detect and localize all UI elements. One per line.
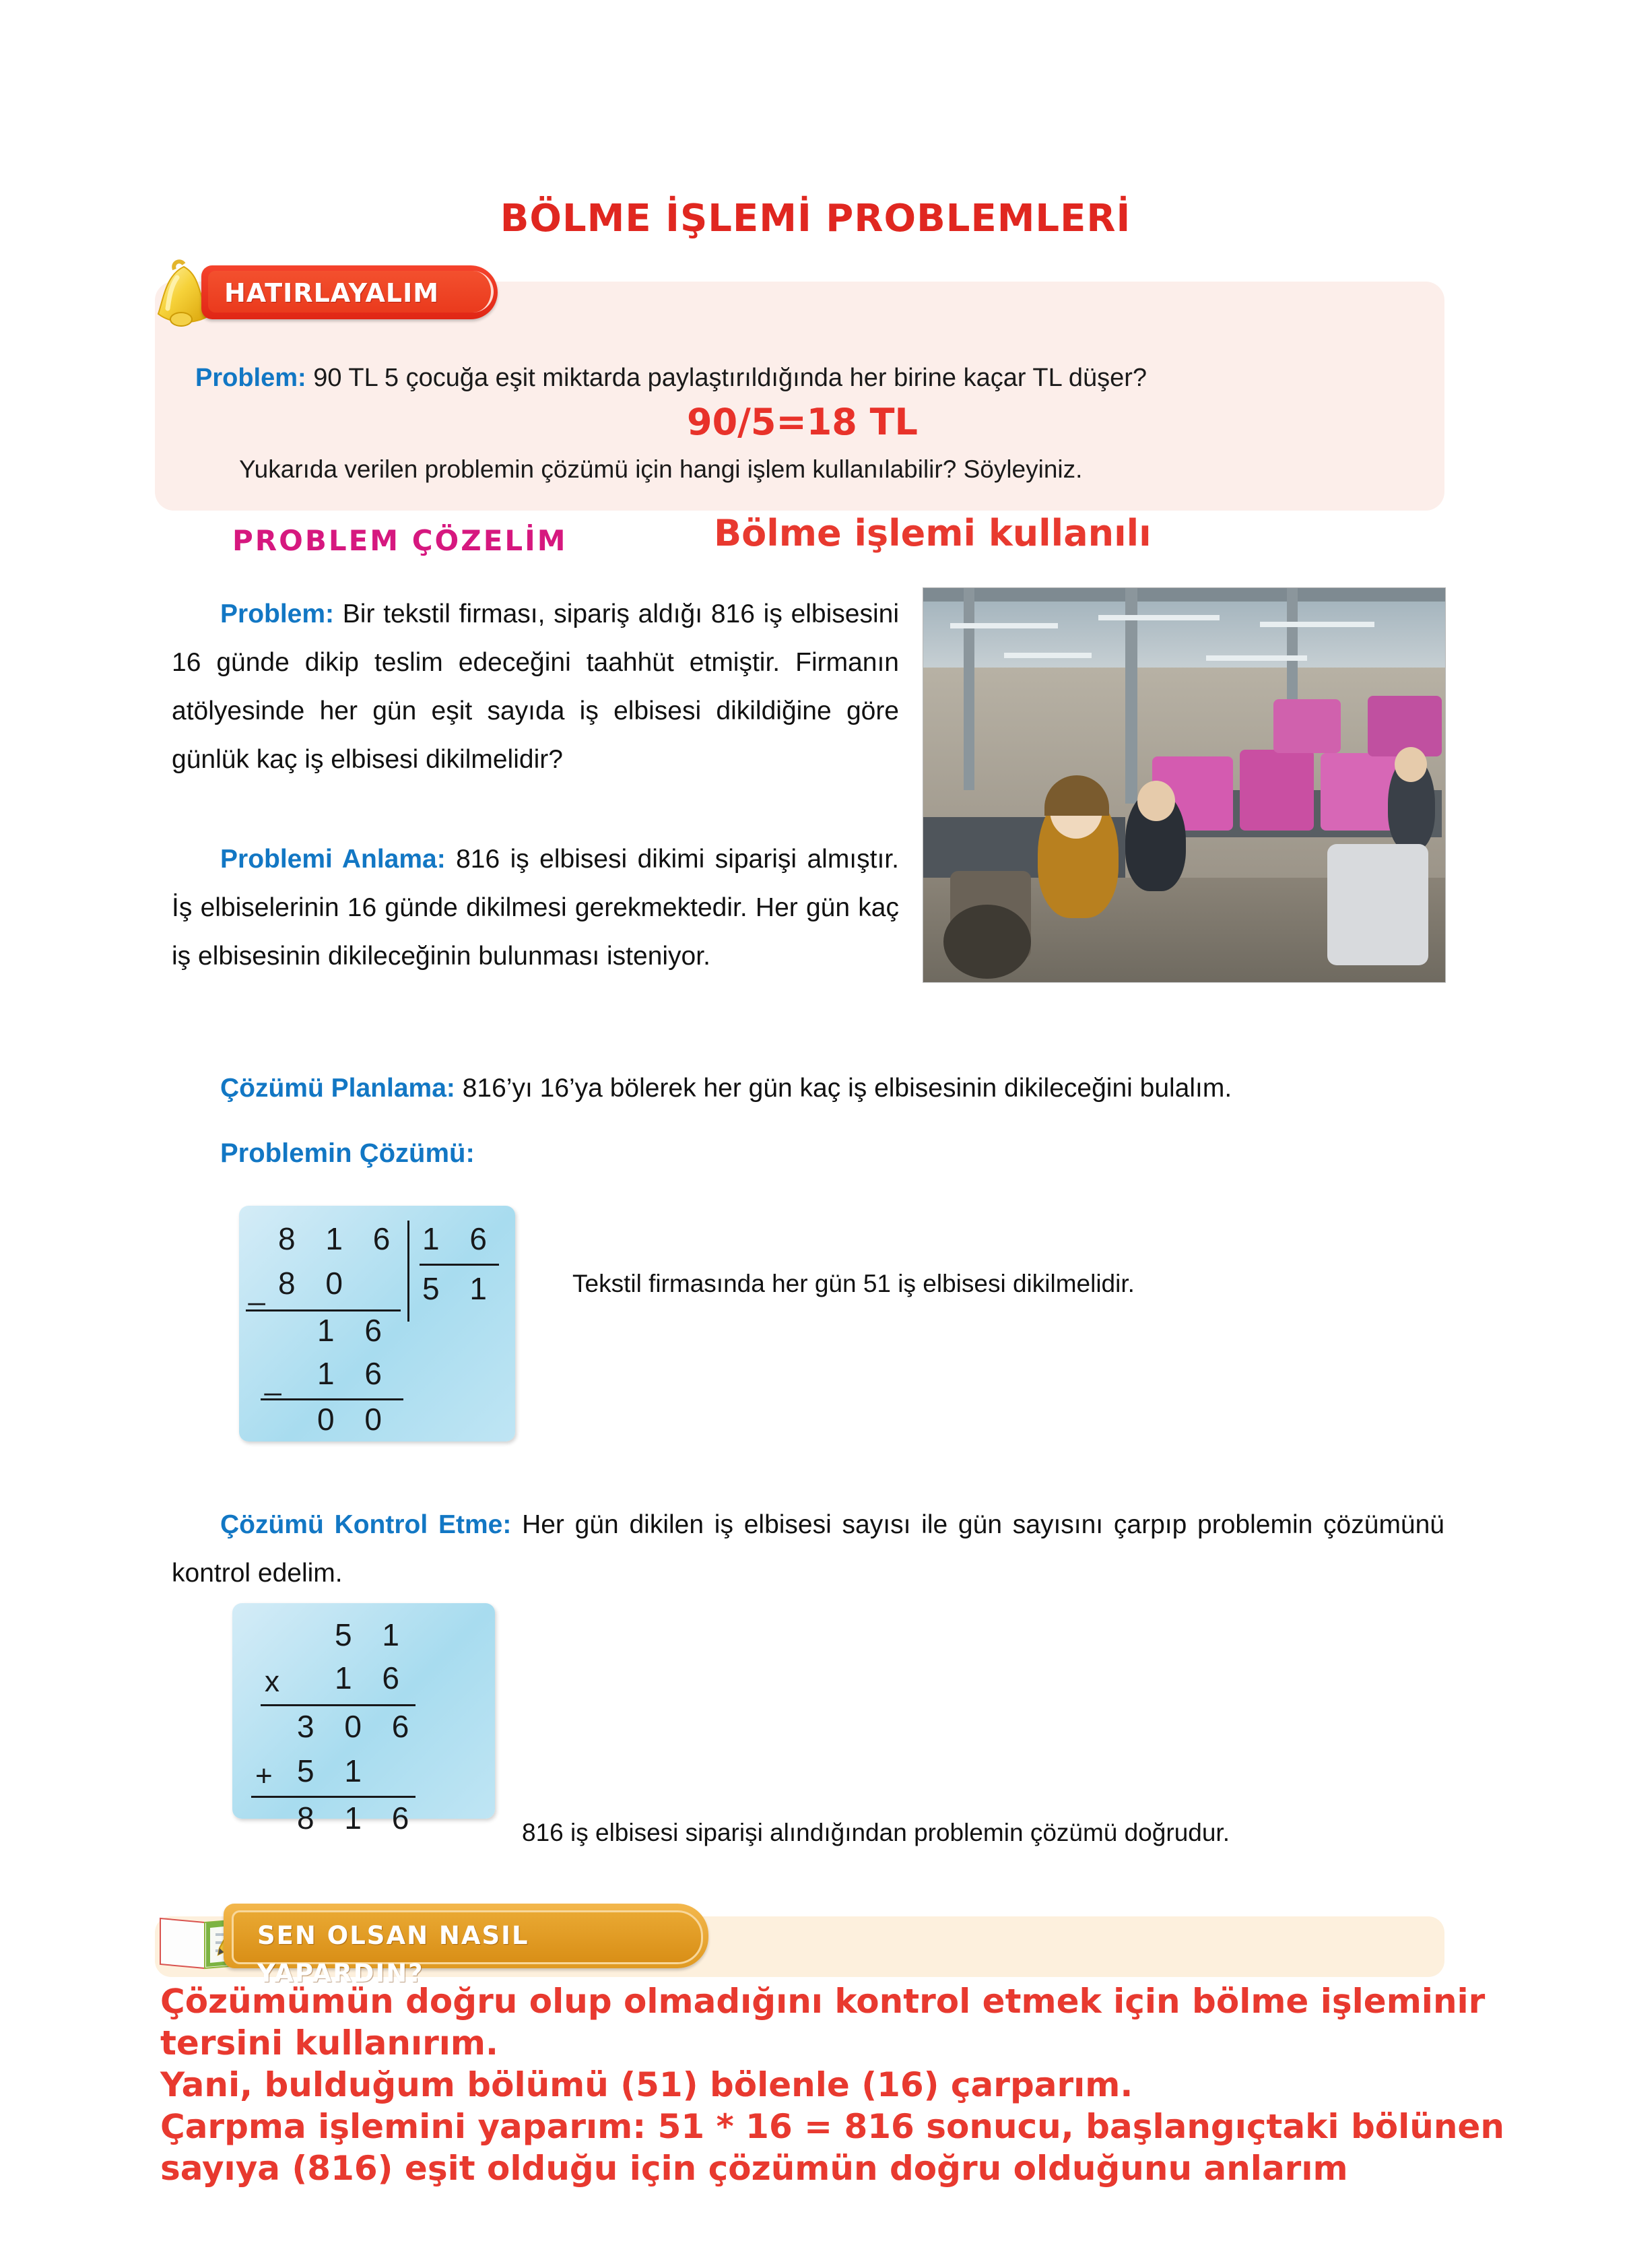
division-dividend: 8 1 6 — [278, 1221, 401, 1256]
control-label: Çözümü Kontrol Etme: — [220, 1510, 512, 1539]
multiplication-calculation-box — [232, 1603, 495, 1836]
page-title: BÖLME İŞLEMİ PROBLEMLERİ — [500, 197, 1131, 240]
recall-banner-label: HATIRLAYALIM — [224, 278, 440, 308]
student-answer-line: tersini kullanırım. — [160, 2023, 499, 2063]
multiplication-product: 8 1 6 — [297, 1801, 420, 1836]
problem-paragraph — [172, 590, 899, 784]
factory-photo — [923, 587, 1446, 983]
division-subtract-1: 8 0 — [278, 1266, 354, 1301]
student-answer-line: Yani, bulduğum bölümü (51) bölenle (16) çarparım. — [160, 2065, 1133, 2104]
multiplication-note: 816 iş elbisesi siparişi alındığından problemin çözümü doğrudur. — [522, 1819, 1230, 1846]
reflect-banner-label: SEN OLSAN NASIL YAPARDIN? — [257, 1921, 529, 1988]
division-remainder-2: 0 0 — [317, 1402, 393, 1437]
recall-problem-text — [195, 359, 1407, 397]
planning-paragraph — [172, 1064, 1444, 1113]
multiplication-partial-1: 3 0 6 — [297, 1709, 420, 1744]
problem-solve-heading: PROBLEM ÇÖZELİM — [232, 524, 568, 557]
student-answer-line: Çözümümün doğru olup olmadığını kontrol etmek için bölme işleminir — [160, 1982, 1486, 2021]
division-remainder-1: 1 6 — [317, 1313, 393, 1348]
solution-heading: Problemin Çözümü: — [220, 1138, 475, 1168]
planning-label: Çözümü Planlama: — [220, 1074, 455, 1103]
control-body: Her gün dikilen iş elbisesi sayısı ile gün sayısını çarpıp problemin çözümünü kontrol edelim. — [172, 1510, 1444, 1588]
method-note: Bölme işlemi kullanılı — [714, 512, 1152, 554]
division-divisor-rule — [420, 1264, 499, 1266]
multiplication-factor-2: 1 6 — [335, 1660, 410, 1695]
multiplication-factor-1: 5 1 — [335, 1617, 410, 1652]
division-minus-sign-2: _ — [265, 1363, 281, 1396]
control-paragraph — [172, 1501, 1444, 1598]
recall-banner — [152, 263, 502, 325]
student-answer-line: Çarpma işlemini yaparım: 51 * 16 = 816 sonucu, başlangıçtaki bölünen — [160, 2107, 1504, 2146]
multiplication-rule-1 — [261, 1704, 415, 1706]
student-answer-text — [160, 1980, 1514, 2189]
division-quotient: 5 1 — [422, 1271, 498, 1306]
division-divisor: 1 6 — [422, 1221, 498, 1256]
problem-label: Problem: — [220, 600, 335, 628]
division-note: Tekstil firmasında her gün 51 iş elbisesi dikilmelidir. — [572, 1270, 1135, 1297]
multiplication-plus-sign: + — [255, 1759, 273, 1792]
division-rule-2 — [261, 1398, 403, 1400]
division-calculation-box — [239, 1206, 515, 1441]
division-rule-1 — [246, 1309, 401, 1311]
recall-handwritten-answer: 90/5=18 TL — [687, 401, 918, 443]
multiplication-rule-2 — [251, 1796, 415, 1798]
recall-problem-label: Problem: — [195, 364, 306, 392]
division-minus-sign-1: _ — [248, 1273, 265, 1306]
division-subtract-2: 1 6 — [317, 1356, 393, 1391]
problem-body: Bir tekstil firması, sipariş aldığı 816 iş elbisesini 16 günde dikip teslim edeceğini taahhüt etmiştir. Firmanın atölyesinde her gün eşit sayıda iş elbisesi dikildiğine göre günlük kaç iş elbisesi dikilmelidir? — [172, 600, 899, 774]
planning-body: 816’yı 16’ya bölerek her gün kaç iş elbisesinin dikileceğini bulalım. — [455, 1074, 1232, 1103]
recall-question-text: Yukarıda verilen problemin çözümü için hangi işlem kullanılabilir? Söyleyiniz. — [239, 455, 1083, 483]
multiplication-times-sign: x — [265, 1665, 279, 1698]
student-answer-line: sayıya (816) eşit olduğu için çözümün doğru olduğunu anlarım — [160, 2149, 1348, 2188]
understanding-paragraph — [172, 835, 899, 981]
understanding-label: Problemi Anlama: — [220, 845, 446, 874]
recall-problem-body: 90 TL 5 çocuğa eşit miktarda paylaştırıldığında her birine kaçar TL düşer? — [306, 364, 1147, 392]
multiplication-partial-2: 5 1 — [297, 1753, 372, 1788]
reflect-banner — [156, 1900, 715, 1988]
division-vertical-rule — [407, 1221, 409, 1322]
understanding-body: 816 iş elbisesi dikimi siparişi almıştır. İş elbiselerinin 16 günde dikilmesi gerekmektedir. Her gün kaç iş elbisesinin dikileceğinin bulunması isteniyor. — [172, 845, 899, 971]
